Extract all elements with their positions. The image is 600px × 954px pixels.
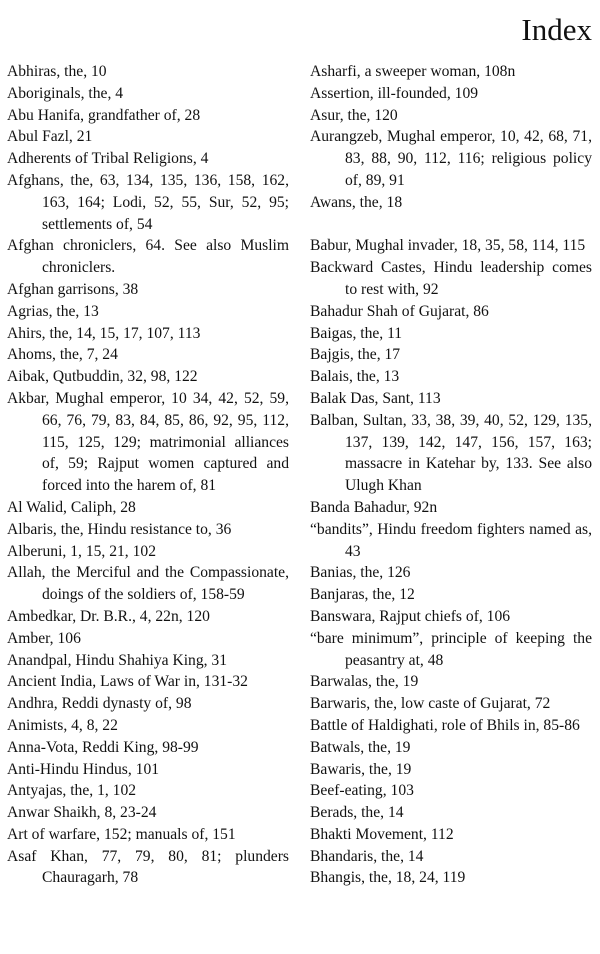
index-entry: Bahadur Shah of Gujarat, 86	[310, 302, 489, 320]
index-entry: Afghans, the, 63, 134, 135, 136, 158, 162, 163, 164; Lodi, 52, 55, Sur, 52, 95; settlements of, 54	[7, 171, 289, 233]
index-entry: Baigas, the, 11	[310, 324, 403, 342]
index-entry: Ahirs, the, 14, 15, 17, 107, 113	[7, 324, 201, 342]
letter-gap	[310, 214, 592, 236]
index-entry: Andhra, Reddi dynasty of, 98	[7, 695, 192, 713]
index-entry: Awans, the, 18	[310, 193, 403, 211]
index-entry: Akbar, Mughal emperor, 10 34, 42, 52, 59, 66, 76, 79, 83, 84, 85, 86, 92, 95, 112, 115, 125, 129; matrimonial alliances of, 59; Rajput women captured and forced into the harem of, 81	[7, 389, 289, 495]
index-entry: Balais, the, 13	[310, 368, 400, 386]
index-entry: Anna-Vota, Reddi King, 98-99	[7, 738, 199, 756]
index-entry: “bare minimum”, principle of keeping the peasantry at, 48	[310, 629, 592, 669]
index-entry: Asharfi, a sweeper woman, 108n	[310, 63, 516, 80]
index-entry: Balak Das, Sant, 113	[310, 389, 441, 407]
page-title: Index	[521, 12, 592, 47]
index-entry: Abhiras, the, 10	[7, 63, 107, 80]
index-entry: Barwaris, the, low caste of Gujarat, 72	[310, 695, 551, 713]
index-entry: Bhandaris, the, 14	[310, 847, 424, 865]
index-entry: Batwals, the, 19	[310, 738, 411, 756]
index-entry: Asur, the, 120	[310, 106, 398, 124]
index-entry: Banjaras, the, 12	[310, 586, 415, 604]
index-entry: Agrias, the, 13	[7, 302, 99, 320]
index-entry: Balban, Sultan, 33, 38, 39, 40, 52, 129, 135, 137, 139, 142, 147, 156, 157, 163; massacre in Katehar by, 133. See also Ulugh Khan	[310, 411, 592, 495]
index-entry: Bawaris, the, 19	[310, 760, 412, 778]
index-entry: Art of warfare, 152; manuals of, 151	[7, 825, 236, 843]
index-entry: Abul Fazl, 21	[7, 128, 93, 146]
index-entry: Ambedkar, Dr. B.R., 4, 22n, 120	[7, 607, 210, 625]
index-entry: Albaris, the, Hindu resistance to, 36	[7, 520, 232, 538]
index-entry: Banda Bahadur, 92n	[310, 498, 438, 516]
index-entry: Ancient India, Laws of War in, 131-32	[7, 673, 248, 691]
index-entry: Battle of Haldighati, role of Bhils in, 85-86	[310, 716, 580, 734]
index-entry: “bandits”, Hindu freedom fighters named as, 43	[310, 520, 592, 560]
index-entry: Al Walid, Caliph, 28	[7, 498, 136, 516]
index-entry: Babur, Mughal invader, 18, 35, 58, 114, 115	[310, 237, 586, 255]
index-entry: Aurangzeb, Mughal emperor, 10, 42, 68, 71, 83, 88, 90, 112, 116; religious policy of, 89, 91	[310, 128, 592, 189]
index-entry: Alberuni, 1, 15, 21, 102	[7, 542, 156, 560]
index-entry: Backward Castes, Hindu leadership comes to rest with, 92	[310, 259, 592, 298]
index-entry: Aboriginals, the, 4	[7, 84, 124, 102]
index-entry: Banias, the, 126	[310, 564, 411, 582]
index-entry: Allah, the Merciful and the Compassionate, doings of the soldiers of, 158-59	[7, 564, 289, 604]
index-entry: Anwar Shaikh, 8, 23-24	[7, 804, 157, 822]
index-entry: Barwalas, the, 19	[310, 673, 419, 691]
index-entry: Berads, the, 14	[310, 804, 404, 822]
index-entry: Asaf Khan, 77, 79, 80, 81; plunders Chauragarh, 78	[7, 847, 289, 887]
index-entry: Afghan garrisons, 38	[7, 280, 139, 298]
index-column-left	[7, 61, 289, 889]
index-entry: Antyajas, the, 1, 102	[7, 782, 137, 800]
index-entry: Amber, 106	[7, 629, 81, 647]
index-entry: Banswara, Rajput chiefs of, 106	[310, 607, 511, 625]
index-entry: Animists, 4, 8, 22	[7, 716, 118, 734]
index-entry: Bhangis, the, 18, 24, 119	[310, 869, 466, 887]
index-entry: Anti-Hindu Hindus, 101	[7, 760, 160, 778]
index-column-right	[310, 61, 592, 889]
index-entry: Ahoms, the, 7, 24	[7, 346, 118, 364]
index-entry: Aibak, Qutbuddin, 32, 98, 122	[7, 368, 198, 386]
index-entry: Afghan chroniclers, 64. See also Muslim chroniclers.	[7, 237, 289, 277]
index-entry: Abu Hanifa, grandfather of, 28	[7, 106, 201, 124]
index-entry: Adherents of Tribal Religions, 4	[7, 150, 209, 168]
index-entry: Beef-eating, 103	[310, 782, 414, 800]
index-entry: Bhakti Movement, 112	[310, 825, 454, 843]
index-entry: Bajgis, the, 17	[310, 346, 401, 364]
index-entry: Assertion, ill-founded, 109	[310, 84, 479, 102]
index-entry: Anandpal, Hindu Shahiya King, 31	[7, 651, 228, 669]
